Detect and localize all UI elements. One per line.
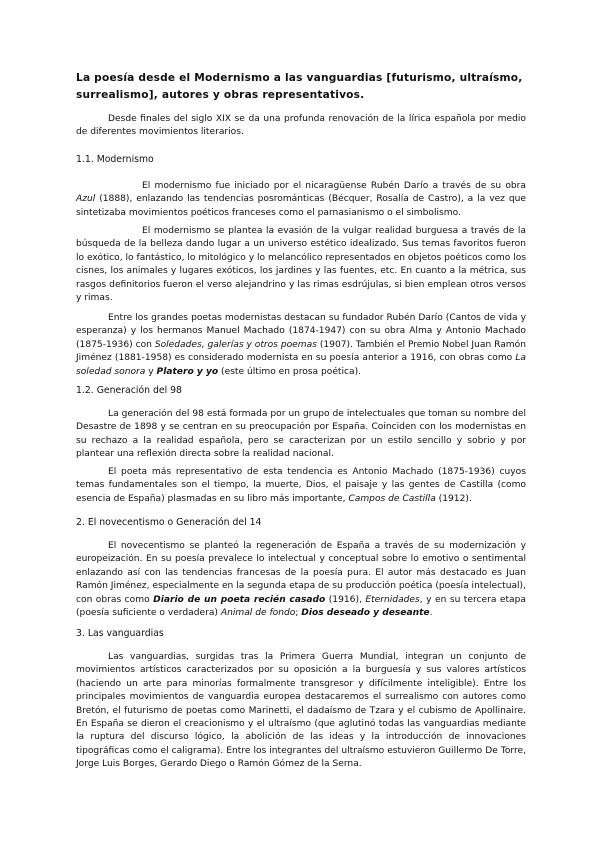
- generacion-98-paragraph-1: La generación del 98 está formada por un grupo de intelectuales que toman su nombre del Desastre de 1898 y se centran en su preocupación por España. Coinciden con los modernistas en su rechazo a la realidad española, pero se caracterizan por un estilo sencillo y sobrio y por plantear una reflexión directa sobre la realidad nacional.: [76, 409, 526, 460]
- section-heading-generacion-98: 1.2. Generación del 98: [76, 385, 182, 396]
- section-heading-vanguardias: 3. Las vanguardias: [76, 628, 164, 639]
- modernismo-paragraph-2: El modernismo se plantea la evasión de la vulgar realidad burguesa a través de la búsqueda de la belleza dando lugar a un universo estético idealizado. Sus temas favoritos fueron lo exótico, lo fantástico, lo mitológico y lo melancólico representados en objetos poéticos como los cisnes, los animales y lugares exóticos, los jardines y las fuentes, etc. En cuanto a la métrica, sus rasgos definitorios fueron el verso alejandrino y las rimas esdrújulas, si bien emplean otros versos y rimas.: [76, 226, 526, 304]
- section-heading-novecentismo: 2. El novecentismo o Generación del 14: [76, 517, 262, 528]
- intro-paragraph: Desde finales del siglo XIX se da una profunda renovación de la lírica española por medio de diferentes movimientos literarios.: [76, 114, 526, 138]
- novecentismo-paragraph-1: El novecentismo se planteó la regeneración de España a través de su modernización y europeización. En su poesía prevalece lo intelectual y conceptual sobre lo emotivo o sentimental enlazando así con las tendencias francesas de la poesía pura. El autor más destacado es Juan Ramón Jiménez, especialmente en la segunda etapa de su producción poética (poesía intelectual), con obras como Diario de un poeta recién casado (1916), Eternidades, y en su tercera etapa (poesía suficiente o verdadera) Animal de fondo; Dios deseado y deseante.: [76, 541, 526, 619]
- section-heading-modernismo: 1.1. Modernismo: [76, 154, 154, 165]
- document-title: La poesía desde el Modernismo a las vanguardias [futurismo, ultraísmo, surrealismo], autores y obras representativos.: [76, 72, 523, 101]
- generacion-98-paragraph-2: El poeta más representativo de esta tendencia es Antonio Machado (1875-1936) cuyos temas fundamentales son el tiempo, la muerte, Dios, el paisaje y las gentes de Castilla (como esencia de España) plasmadas en su libro más importante, Campos de Castilla (1912).: [76, 467, 526, 504]
- vanguardias-paragraph-1: Las vanguardias, surgidas tras la Primera Guerra Mundial, integran un conjunto de movimientos artísticos caracterizados por su oposición a la burguesía y sus valores artísticos (haciendo un arte para minorías formalmente transgresor y difícilmente inteligible). Entre los principales movimientos de vanguardia europea destacaremos el surrealismo con autores como Bretón, el futurismo de poetas como Marinetti, el dadaísmo de Tzara y el cubismo de Apollinaire. En España se dieron el creacionismo y el ultraísmo (que aglutinó todas las vanguardias mediante la ruptura del discurso lógico, la abolición de las ideas y la introducción de innovaciones tipográficas como el caligrama). Entre los integrantes del ultraísmo estuvieron Guillermo De Torre, Jorge Luis Borges, Gerardo Diego o Ramón Gómez de la Serna.: [76, 652, 526, 770]
- modernismo-paragraph-3: Entre los grandes poetas modernistas destacan su fundador Rubén Darío (Cantos de vida y esperanza) y los hermanos Manuel Machado (1874-1947) con su obra Alma y Antonio Machado (1875-1936) con Soledades, galerías y otros poemas (1907). También el Premio Nobel Juan Ramón Jiménez (1881-1958) es considerado modernista en su poesía anterior a 1916, con obras como La soledad sonora y Platero y yo (este último en prosa poética).: [76, 313, 526, 377]
- modernismo-paragraph-1: El modernismo fue iniciado por el nicaragüense Rubén Darío a través de su obra Azul (1888), enlazando las tendencias posrománticas (Bécquer, Rosalía de Castro), a la vez que sintetizaba movimientos poéticos franceses como el parnasianismo o el simbolismo.: [76, 181, 526, 218]
